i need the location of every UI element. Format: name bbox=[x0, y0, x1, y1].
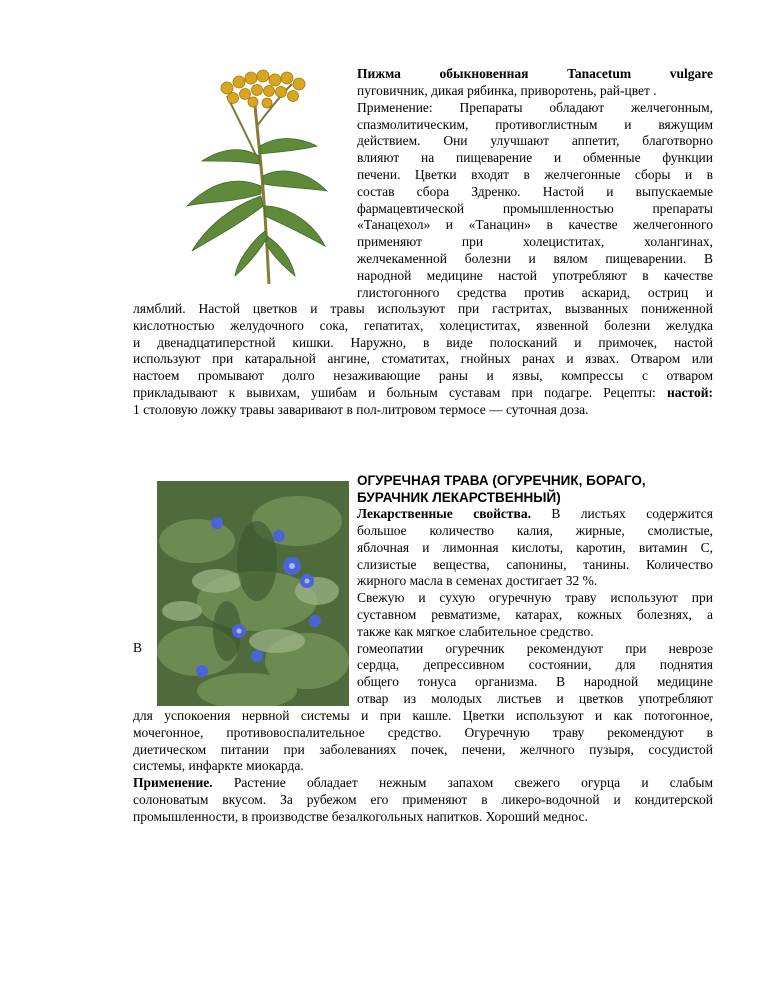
borage-side-line: суставном ревматизме, катарах, кожных болезнях, а bbox=[357, 606, 713, 622]
tansy-full-line: лямблий. Настой цветков и травы используют при гастритах, вызванных пониженной bbox=[133, 301, 713, 316]
tansy-recipe-text: прикладывают к вывихам, ушибам и больным суставам при подагре. Рецепты: bbox=[133, 385, 656, 400]
tansy-side-line: влияют на пищеварение и обменные функции bbox=[357, 150, 713, 166]
tansy-side-line: пуговичник, дикая рябинка, приворотень, рай-цвет . bbox=[357, 83, 657, 98]
borage-side-line: жирного масла в семенах достигает 32 %. bbox=[357, 573, 598, 589]
borage-props-label: Лекарственные свойства. bbox=[357, 506, 531, 521]
tansy-recipe-line bbox=[133, 385, 713, 402]
borage-use-line: промышленности, в производстве безалкогольных напитков. Хороший меднос. bbox=[133, 808, 588, 824]
borage-full-line: для успокоения нервной системы и при кашле. Цветки используют и как потогонное, bbox=[133, 708, 713, 723]
tansy-full-text bbox=[133, 301, 713, 385]
borage-use-line0: Растение обладает нежным запахом свежего огурца и слабым bbox=[233, 775, 713, 790]
tansy-side-line: действием. Они улучшают аппетит, благотворно bbox=[357, 133, 713, 149]
tansy-side-line: Применение: Препараты обладают желчегонным, bbox=[357, 99, 713, 115]
tansy-full-line: кислотностью желудочного сока, гепатитах, холециститах, язвенной болезни желудка bbox=[133, 317, 713, 333]
borage-title-line1: ОГУРЕЧНАЯ ТРАВА (ОГУРЕЧНИК, БОРАГО, bbox=[357, 473, 646, 488]
tansy-side-line: состав сбора Здренко. Настой и выпускаемые bbox=[357, 183, 713, 199]
tansy-recipe-label: настой: bbox=[667, 385, 713, 400]
borage-side-line: гомеопатии огуречник рекомендуют при неврозе bbox=[357, 640, 713, 656]
tansy-dose-line: 1 столовую ложку травы заваривают в пол-литровом термосе — суточная доза. bbox=[133, 402, 589, 417]
tansy-side-line: применяют при холециститах, холангинах, bbox=[357, 234, 713, 250]
borage-full-line: мочегонное, противовоспалительное средство. Огуречную траву рекомендуют в bbox=[133, 724, 713, 740]
borage-use-first bbox=[133, 775, 713, 792]
borage-use-text bbox=[133, 792, 713, 826]
borage-side-line: сердца, депрессивном состоянии, для поднятия bbox=[357, 657, 713, 673]
borage-use-label: Применение. bbox=[133, 775, 213, 790]
borage-full-line: диетическом питании при заболеваниях почек, печени, желчного пузыря, сосудистой bbox=[133, 741, 713, 757]
tansy-full-line: используют при катаральной ангине, стоматитах, гнойных ранах и язвах. Отваром или bbox=[133, 351, 713, 367]
tansy-side-text bbox=[357, 83, 713, 301]
borage-photo bbox=[157, 481, 349, 706]
borage-side-text bbox=[357, 523, 713, 708]
borage-full-line: системы, инфаркте миокарда. bbox=[133, 758, 304, 774]
borage-title-line2: БУРАЧНИК ЛЕКАРСТВЕННЫЙ) bbox=[357, 490, 561, 505]
borage-props-first: В листьях содержится bbox=[551, 506, 713, 521]
tansy-side-line: спазмолитическим, противоглистным и вяжущим bbox=[357, 116, 713, 132]
tansy-title: Пижма обыкновенная Tanacetum vulgare bbox=[357, 66, 713, 81]
tansy-side-line: желчекаменной болезни и вялом пищеварении. В bbox=[357, 250, 713, 266]
tansy-side-line: «Танацехол» и «Танацин» в качестве желчегонного bbox=[357, 217, 713, 233]
tansy-side-line: печени. Цветки входят в желчегонные сборы и в bbox=[357, 166, 713, 182]
tansy-illustration bbox=[157, 66, 351, 286]
borage-use-line: солоноватым вкусом. За рубежом его применяют в ликеро-водочной и кондитерской bbox=[133, 792, 713, 807]
borage-props-line bbox=[357, 506, 713, 523]
borage-side-line: слизистые вещества, сапонины, танины. Количество bbox=[357, 556, 713, 572]
borage-side-line: также как мягкое слабительное средство. bbox=[357, 623, 594, 639]
borage-title bbox=[357, 472, 646, 506]
tansy-side-line: фармацевтической промышленностью препараты bbox=[357, 200, 713, 216]
borage-side-line: Свежую и сухую огуречную траву используют при bbox=[357, 590, 713, 606]
tansy-side-line: глистогонного средства против аскарид, остриц и bbox=[357, 284, 713, 300]
borage-side-line: отвар из молодых листьев и цветков употребляют bbox=[357, 690, 713, 706]
tansy-full-line: и двенадцатиперстной кишки. Наружно, в виде полосканий и примочек, настой bbox=[133, 334, 713, 350]
tansy-side-line: народной медицине настой употребляют в качестве bbox=[357, 267, 713, 283]
borage-side-line: яблочная и лимонная кислоты, каротин, витамин С, bbox=[357, 539, 713, 555]
tansy-full-line: настоем промывают долго незаживающие раны и язвы, компрессы с отваром bbox=[133, 368, 713, 384]
borage-full-text bbox=[133, 708, 713, 775]
margin-letter: В bbox=[133, 640, 143, 655]
borage-side-line: большое количество калия, жирные, смолистые, bbox=[357, 523, 713, 538]
borage-side-line: общего тонуса организма. В народной медицине bbox=[357, 674, 713, 690]
